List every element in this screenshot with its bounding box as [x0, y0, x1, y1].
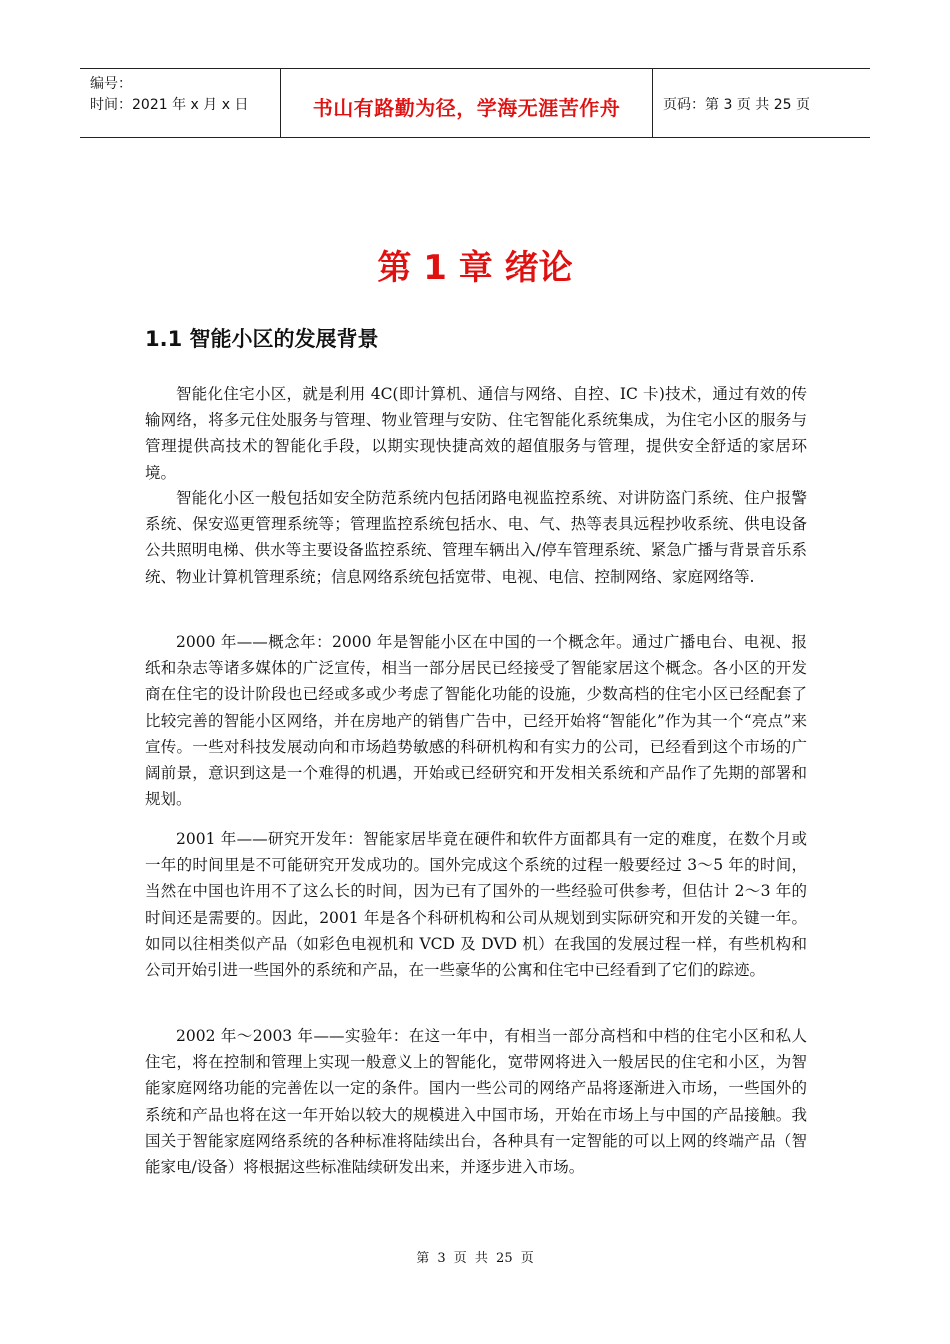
chapter-title: 第 1 章 绪论 — [377, 248, 573, 288]
page-footer: 第 3 页 共 25 页 — [416, 1251, 534, 1266]
paragraph-intro: 智能化住宅小区，就是利用 4C(即计算机、通信与网络、自控、IC 卡)技术，通过有效的传输网络，将多元住处服务与管理、物业管理与安防、住宅智能化系统集成，为住宅小区的服务与管理提供高技术的智能化手段，以期实现快捷高效的超值服务与管理，提供安全舒适的家居环境。 — [145, 385, 807, 482]
paragraph-2000: 2000 年——概念年：2000 年是智能小区在中国的一个概念年。通过广播电台、电视、报纸和杂志等诸多媒体的广泛宣传，相当一部分居民已经接受了智能家居这个概念。各小区的开发商在住宅的设计阶段也已经或多或少考虑了智能化功能的设施，少数高档的住宅小区已经配套了比较完善的智能小区网络，并在房地产的销售广告中，已经开始将“智能化”作为其一个“亮点”来宣传。一些对科技发展动向和市场趋势敏感的科研机构和有实力的公司，已经看到这个市场的广阔前景，意识到这是一个难得的机遇，开始或已经研究和开发相关系统和产品作了先期的部署和规划。 — [145, 633, 807, 809]
document-header — [80, 68, 870, 138]
paragraph-2001: 2001 年——研究开发年：智能家居毕竟在硬件和软件方面都具有一定的难度，在数个月或一年的时间里是不可能研究开发成功的。国外完成这个系统的过程一般要经过 3～5 年的时间，当然在中国也许用不了这么长的时间，因为已有了国外的一些经验可供参考，但估计 2～3 年的时间还是需要的。因此，2001 年是各个科研机构和公司从规划到实际研究和开发的关键一年。如同以往相类似产品（如彩色电视机和 VCD 及 DVD 机）在我国的发展过程一样，有些机构和公司开始引进一些国外的系统和产品，在一些豪华的公寓和住宅中已经看到了它们的踪迹。 — [145, 830, 807, 980]
header-time-label: 时间：2021 年 x 月 x 日 — [90, 97, 249, 113]
header-number-label: 编号： — [90, 76, 132, 92]
header-motto: 书山有路勤为径，学海无涯苦作舟 — [281, 69, 653, 137]
header-meta-cell — [80, 69, 281, 137]
paragraph-2002-2003: 2002 年～2003 年——实验年：在这一年中，有相当一部分高档和中档的住宅小区和私人住宅，将在控制和管理上实现一般意义上的智能化，宽带网将进入一般居民的住宅和小区，为智能家庭网络功能的完善佐以一定的条件。国内一些公司的网络产品将逐渐进入市场，一些国外的系统和产品也将在这一年开始以较大的规模进入中国市场，开始在市场上与中国的产品接触。我国关于智能家庭网络系统的各种标准将陆续出台，各种具有一定智能的可以上网的终端产品（智能家电/设备）将根据这些标准陆续研发出来，并逐步进入市场。 — [145, 1027, 807, 1177]
header-page-info: 页码：第 3 页 共 25 页 — [663, 97, 810, 113]
paragraph-systems: 智能化小区一般包括如安全防范系统内包括闭路电视监控系统、对讲防盗门系统、住户报警系统、保安巡更管理系统等；管理监控系统包括水、电、气、热等表具远程抄收系统、供电设备公共照明电梯、供水等主要设备监控系统、管理车辆出入/停车管理系统、紧急广播与背景音乐系统、物业计算机管理系统；信息网络系统包括宽带、电视、电信、控制网络、家庭网络等. — [145, 489, 807, 586]
section-title: 1.1 智能小区的发展背景 — [145, 327, 379, 351]
